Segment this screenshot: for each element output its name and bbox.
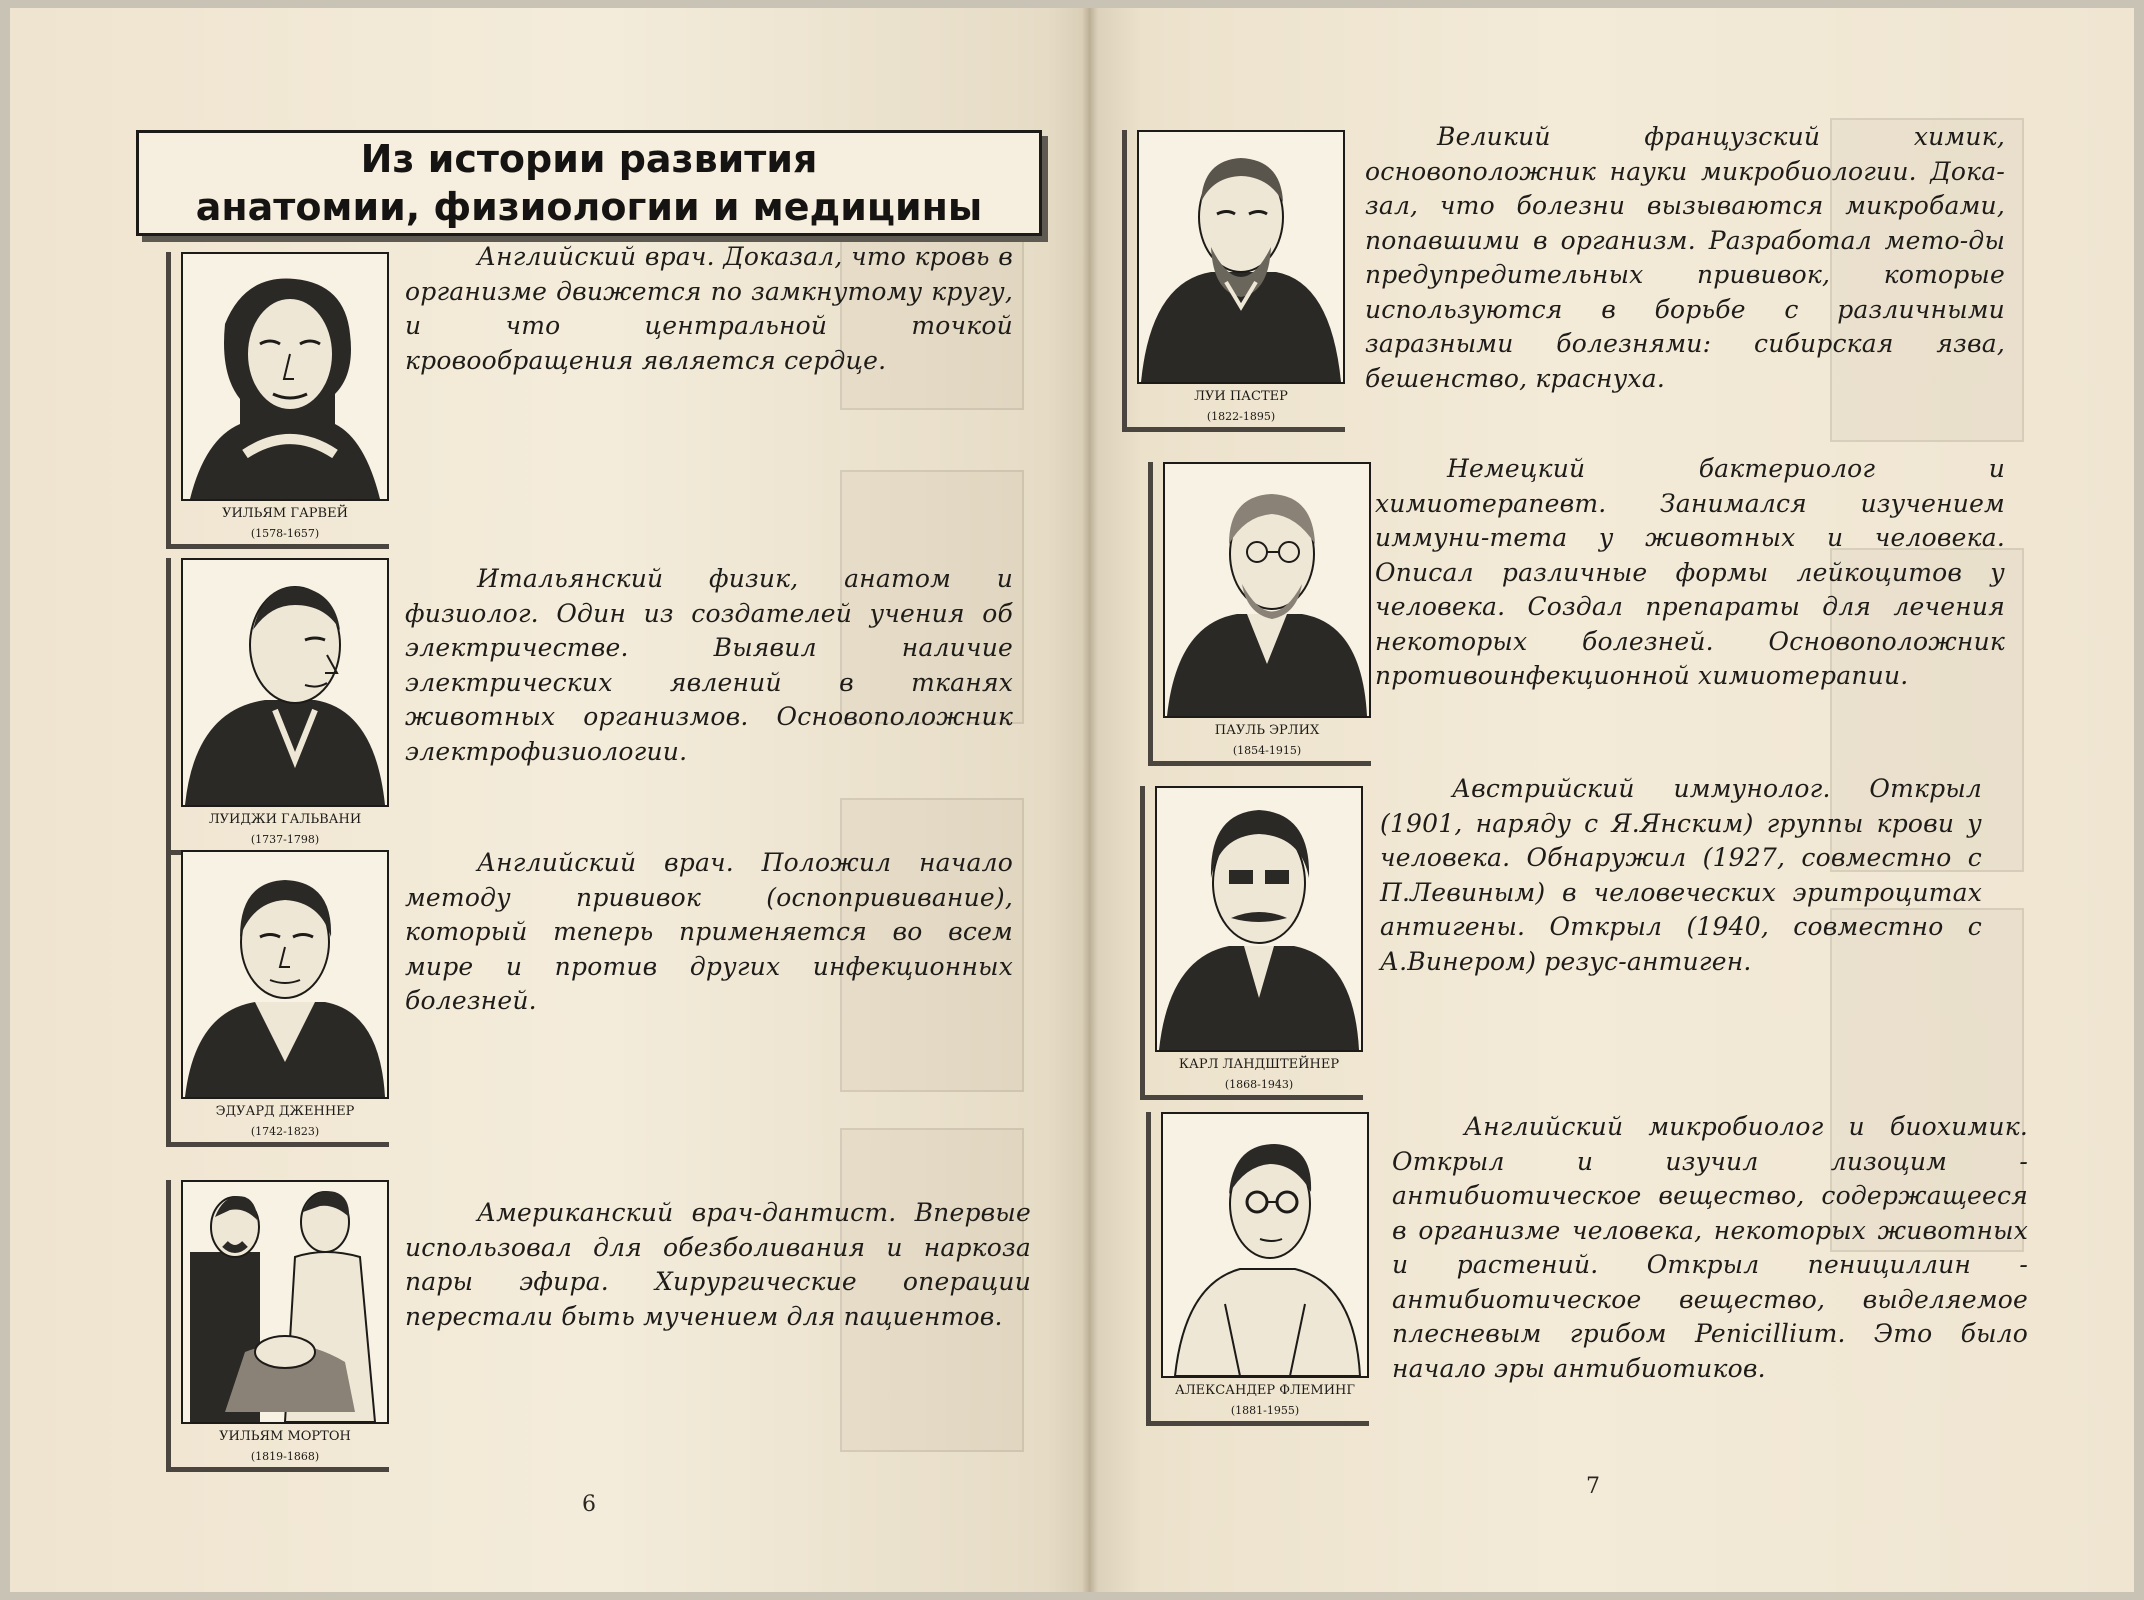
portrait-image — [181, 252, 389, 501]
bio-text-pasteur: Великий французский химик, основоположник науки микробиологии. Дока-зал, что болезни вызываются микробами, попавшими в организм. Разработал мето-ды предупредительных прививок, которые используются в борьбе с различными заразными болезнями: сибирская язва, бешенство, краснуха. — [1365, 122, 2005, 393]
bio-text-galvani: Итальянский физик, анатом и физиолог. Один из создателей учения об электричестве. Выявил наличие электрических явлений в тканях животных организмов. Основоположник электрофизиологии. — [405, 564, 1013, 766]
bio-text-harvey: Английский врач. Доказал, что кровь в организме движется по замкнутому кругу, и что центральной точкой кровообращения является сердце. — [405, 242, 1013, 375]
bio-text-morton: Американский врач-дантист. Впервые использовал для обезболивания и наркоза пары эфира. Хирургические операции перестали быть мучением для пациентов. — [405, 1198, 1031, 1331]
portrait-fleming — [1146, 1112, 1369, 1426]
portrait-morton-drawing — [183, 1182, 387, 1422]
portrait-image — [1155, 786, 1363, 1052]
portrait-image — [181, 1180, 389, 1424]
portrait-caption-name: УИЛЬЯМ МОРТОН — [219, 1429, 351, 1444]
portrait-caption-name: АЛЕКСАНДЕР ФЛЕМИНГ — [1174, 1383, 1356, 1398]
chapter-title-line-1: Из истории развития — [360, 137, 818, 181]
portrait-caption-years: (1854-1915) — [1232, 744, 1302, 757]
portrait-image — [181, 850, 389, 1099]
chapter-title-line-2: анатомии, физиологии и медицины — [195, 185, 983, 229]
portrait-caption-years: (1822-1895) — [1206, 410, 1276, 423]
portrait-caption-name: КАРЛ ЛАНДШТЕЙНЕР — [1178, 1057, 1340, 1072]
portrait-morton — [166, 1180, 389, 1472]
portrait-pasteur — [1122, 130, 1345, 432]
portrait-caption-name: ЛУИДЖИ ГАЛЬВАНИ — [208, 812, 362, 827]
portrait-landsteiner-drawing — [1157, 788, 1361, 1050]
book-gutter — [1082, 8, 1098, 1592]
portrait-fleming-drawing — [1163, 1114, 1367, 1376]
portrait-image — [1137, 130, 1345, 384]
portrait-landsteiner — [1140, 786, 1363, 1100]
portrait-caption-years: (1578-1657) — [250, 527, 320, 540]
chapter-title-box — [136, 130, 1042, 236]
portrait-jenner-drawing — [183, 852, 387, 1097]
portrait-caption-years: (1819-1868) — [250, 1450, 320, 1463]
portrait-caption-name: ПАУЛЬ ЭРЛИХ — [1214, 723, 1320, 738]
bio-text-ehrlich: Немецкий бактериолог и химиотерапевт. Занимался изучением иммуни-тета у животных и человека. Описал различные формы лейкоцитов у человека. Создал препараты для лечения некоторых болезней. Основоположник противоинфекционной химиотерапии. — [1375, 454, 2005, 690]
portrait-caption-name: ЛУИ ПАСТЕР — [1194, 389, 1288, 404]
portrait-caption-name: УИЛЬЯМ ГАРВЕЙ — [222, 506, 348, 521]
page-number-left: 6 — [582, 1492, 596, 1517]
bio-text-landsteiner: Австрийский иммунолог. Открыл (1901, наряду с Я.Янским) группы крови у человека. Обнаружил (1927, совместно с П.Левиным) в человеческих эритроцитах антигены. Открыл (1940, совместно с А.Винером) резус-антиген. — [1380, 774, 1982, 976]
portrait-ehrlich-drawing — [1165, 464, 1369, 716]
portrait-image — [1161, 1112, 1369, 1378]
page-number-right: 7 — [1586, 1474, 1600, 1499]
portrait-image — [181, 558, 389, 807]
portrait-image — [1163, 462, 1371, 718]
portrait-galvani-drawing — [183, 560, 387, 805]
bio-text-jenner: Английский врач. Положил начало методу прививок (оспопрививание), который теперь применяется во всем мире и против других инфекционных болезней. — [405, 848, 1013, 1015]
portrait-caption-years: (1881-1955) — [1230, 1404, 1300, 1417]
portrait-caption-name: ЭДУАРД ДЖЕННЕР — [215, 1104, 355, 1119]
portrait-caption-years: (1742-1823) — [250, 1125, 320, 1138]
portrait-jenner — [166, 850, 389, 1147]
portrait-galvani — [166, 558, 389, 855]
bio-text-fleming: Английский микробиолог и биохимик. Открыл и изучил лизоцим - антибиотическое вещество, содержащееся в организме человека, некоторых животных и растений. Открыл пенициллин - антибиотическое вещество, выделяемое плесневым грибом Penicillium. Это было начало эры антибиотиков. — [1392, 1112, 2028, 1383]
portrait-pasteur-drawing — [1139, 132, 1343, 382]
portrait-caption-years: (1737-1798) — [250, 833, 320, 846]
portrait-caption-years: (1868-1943) — [1224, 1078, 1294, 1091]
portrait-harvey — [166, 252, 389, 549]
portrait-harvey-drawing — [183, 254, 387, 499]
portrait-ehrlich — [1148, 462, 1371, 766]
